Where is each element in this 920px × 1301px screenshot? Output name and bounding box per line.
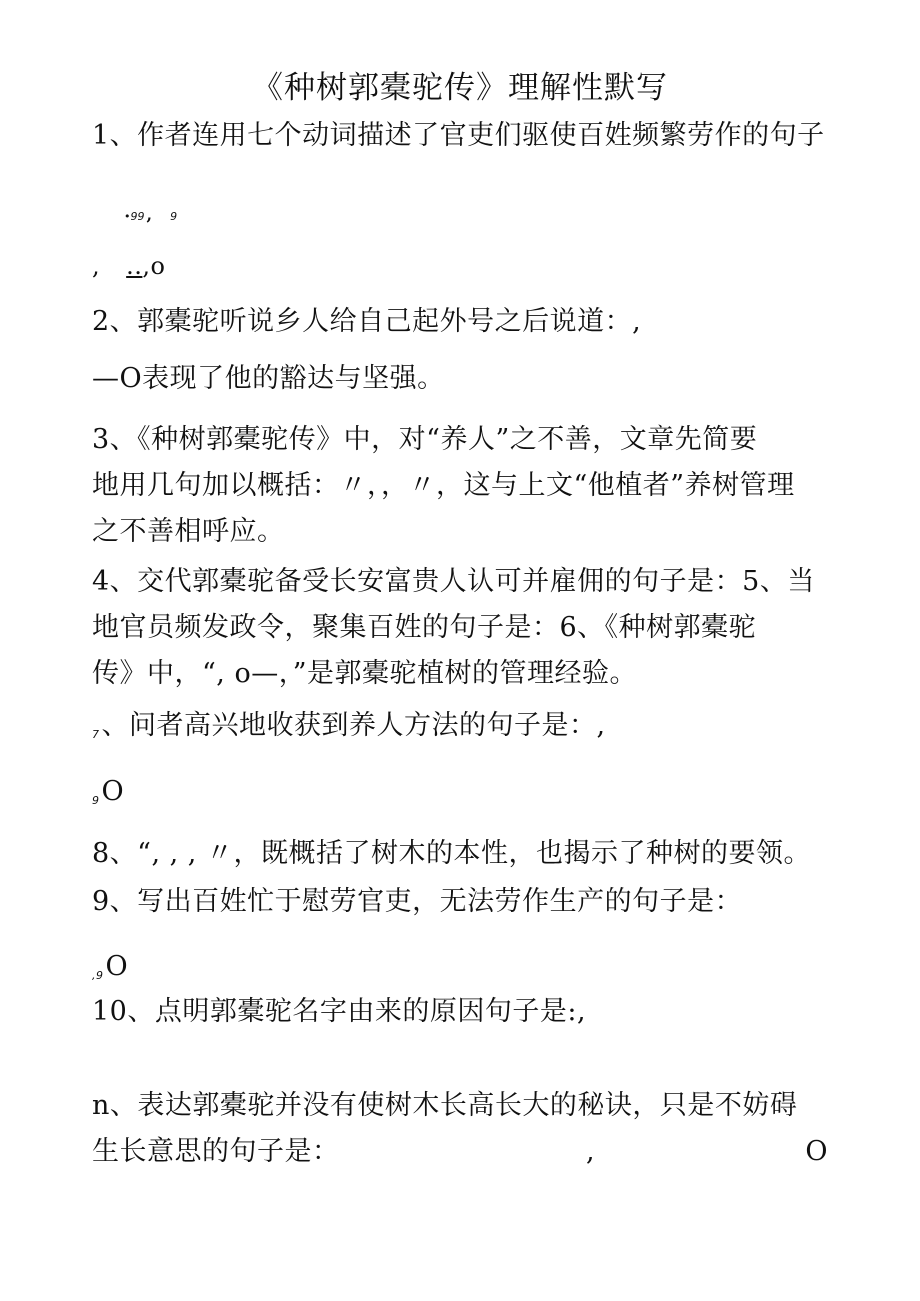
blank-mark: 9	[92, 794, 100, 807]
question-11-line-2	[92, 1134, 828, 1170]
question-10: 10、点明郭橐驼名字由来的原因句子是:,	[92, 996, 587, 1027]
question-9: 9、写出百姓忙于慰劳官吏，无法劳作生产的句子是：	[92, 886, 743, 917]
blank-comma: ,	[92, 252, 101, 280]
blank-tail: ,o	[142, 252, 166, 280]
blank-dots: ..	[126, 252, 143, 280]
blank-mark: ,9	[92, 969, 104, 982]
blank-comma: ,	[586, 1136, 596, 1167]
blank-end: O	[105, 951, 129, 982]
question-4-line-1: 4、交代郭橐驼备受长安富贵人认可并雇佣的句子是：5、当	[92, 566, 815, 597]
question-11-line-1: n、表达郭橐驼并没有使树木长高长大的秘诀，只是不妨碍	[92, 1090, 798, 1121]
question-9-ending	[92, 949, 128, 994]
question-4-line-2: 地官员频发政令，聚集百姓的句子是：6、《种树郭橐驼	[92, 612, 757, 643]
question-3-line-3: 之不善相呼应。	[92, 516, 285, 547]
question-2: 2、郭橐驼听说乡人给自己起外号之后说道：,	[92, 306, 642, 337]
question-1: 1、作者连用七个动词描述了官吏们驱使百姓频繁劳作的句子	[92, 120, 825, 151]
question-8: 8、“, , , 〃，既概括了树木的本性，也揭示了种树的要领。	[92, 838, 811, 869]
question-7-text: 、问者高兴地收获到养人方法的句子是：,	[101, 710, 606, 741]
question-7	[92, 708, 606, 753]
page-title: 《种树郭橐驼传》理解性默写	[252, 70, 668, 106]
blank-mark: 9	[170, 210, 178, 223]
blank-end: O	[101, 776, 125, 807]
question-7-number: 7	[92, 728, 100, 741]
question-11-text: 生长意思的句子是：	[92, 1136, 340, 1167]
question-1-blank-marks: •99 , 9	[124, 205, 178, 224]
question-4-line-3: 传》中，“, o—，”是郭橐驼植树的管理经验。	[92, 658, 638, 689]
question-2-continued: —O表现了他的豁达与坚强。	[92, 363, 445, 394]
question-7-ending	[92, 774, 124, 819]
question-1-ending	[92, 248, 165, 284]
question-3-line-1: 3、《种树郭橐驼传》中，对“养人”之不善，文章先简要	[92, 424, 758, 455]
blank-end: O	[805, 1136, 828, 1167]
blank-mark: •99	[124, 210, 145, 223]
question-3-line-2: 地用几句加以概括：〃，，〃，这与上文“他植者”养树管理	[92, 470, 795, 501]
